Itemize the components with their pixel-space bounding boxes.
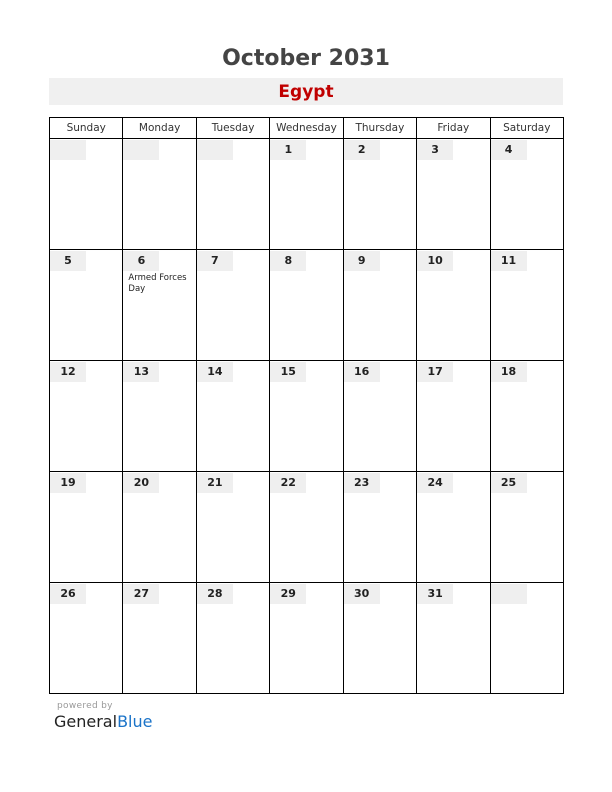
day-number: 25: [491, 473, 527, 493]
day-number: 5: [50, 251, 86, 271]
country-name: Egypt: [278, 82, 334, 102]
calendar-day-cell: [490, 583, 563, 694]
day-number: 20: [123, 473, 159, 493]
calendar-grid: [49, 117, 564, 694]
weekday-header: Sunday: [50, 118, 123, 139]
day-number: 27: [123, 584, 159, 604]
calendar-week-row: [50, 250, 564, 361]
day-number: 18: [491, 362, 527, 382]
calendar-day-cell: [50, 250, 123, 361]
calendar-day-cell: [196, 583, 269, 694]
brand-general: General: [54, 712, 118, 731]
day-number: 13: [123, 362, 159, 382]
calendar-day-cell: [343, 583, 416, 694]
calendar-day-cell: [123, 139, 196, 250]
calendar-day-cell: [417, 139, 490, 250]
day-number: [197, 140, 233, 160]
calendar-day-cell: [343, 361, 416, 472]
day-number: 19: [50, 473, 86, 493]
day-number: [491, 584, 527, 604]
day-number: 14: [197, 362, 233, 382]
day-number: 9: [344, 251, 380, 271]
calendar-day-cell: [343, 472, 416, 583]
calendar-day-cell: [50, 361, 123, 472]
calendar-day-cell: [490, 472, 563, 583]
calendar-day-cell: [270, 250, 343, 361]
day-number: 15: [270, 362, 306, 382]
day-number: [50, 140, 86, 160]
calendar-day-cell: [490, 139, 563, 250]
weekday-header: Thursday: [343, 118, 416, 139]
holiday-label: Armed Forces Day: [128, 273, 187, 294]
day-number: 17: [417, 362, 453, 382]
day-number: 8: [270, 251, 306, 271]
calendar-day-cell: [343, 139, 416, 250]
calendar-day-cell: [196, 472, 269, 583]
calendar-day-cell: [270, 361, 343, 472]
calendar-day-cell: [123, 250, 196, 361]
brand-logo: [54, 712, 152, 731]
calendar-day-cell: [123, 583, 196, 694]
calendar-body: [50, 139, 564, 694]
day-number: [123, 140, 159, 160]
calendar-day-cell: [270, 139, 343, 250]
day-number: 2: [344, 140, 380, 160]
calendar-day-cell: [196, 361, 269, 472]
calendar-day-cell: [417, 472, 490, 583]
page-title: October 2031: [222, 46, 390, 71]
day-number: 11: [491, 251, 527, 271]
day-number: 28: [197, 584, 233, 604]
calendar-day-cell: [490, 250, 563, 361]
weekday-header: Wednesday: [270, 118, 343, 139]
day-number: 22: [270, 473, 306, 493]
calendar-day-cell: [270, 472, 343, 583]
calendar-day-cell: [123, 361, 196, 472]
weekday-header: Monday: [123, 118, 196, 139]
brand-blue: Blue: [117, 712, 153, 731]
day-number: 10: [417, 251, 453, 271]
weekday-header: Tuesday: [196, 118, 269, 139]
day-number: 16: [344, 362, 380, 382]
calendar-day-cell: [123, 472, 196, 583]
weekday-header: Saturday: [490, 118, 563, 139]
day-number: 1: [270, 140, 306, 160]
calendar-week-row: [50, 361, 564, 472]
calendar-day-cell: [417, 361, 490, 472]
day-number: 3: [417, 140, 453, 160]
day-number: 6: [123, 251, 159, 271]
calendar-week-row: [50, 583, 564, 694]
calendar-day-cell: [50, 139, 123, 250]
calendar-week-row: [50, 139, 564, 250]
day-number: 7: [197, 251, 233, 271]
calendar-day-cell: [343, 250, 416, 361]
day-number: 31: [417, 584, 453, 604]
calendar-day-cell: [417, 583, 490, 694]
day-number: 12: [50, 362, 86, 382]
calendar-day-cell: [50, 583, 123, 694]
weekday-header: Friday: [417, 118, 490, 139]
calendar-day-cell: [490, 361, 563, 472]
day-number: 26: [50, 584, 86, 604]
day-number: 30: [344, 584, 380, 604]
calendar-day-cell: [417, 250, 490, 361]
day-number: 24: [417, 473, 453, 493]
calendar-day-cell: [196, 250, 269, 361]
calendar-day-cell: [196, 139, 269, 250]
day-number: 21: [197, 473, 233, 493]
powered-by-text: powered by: [57, 701, 113, 711]
calendar-week-row: [50, 472, 564, 583]
day-number: 29: [270, 584, 306, 604]
calendar-day-cell: [50, 472, 123, 583]
country-banner: [49, 78, 563, 105]
calendar-day-cell: [270, 583, 343, 694]
day-number: 23: [344, 473, 380, 493]
weekday-header-row: [50, 118, 564, 139]
day-number: 4: [491, 140, 527, 160]
